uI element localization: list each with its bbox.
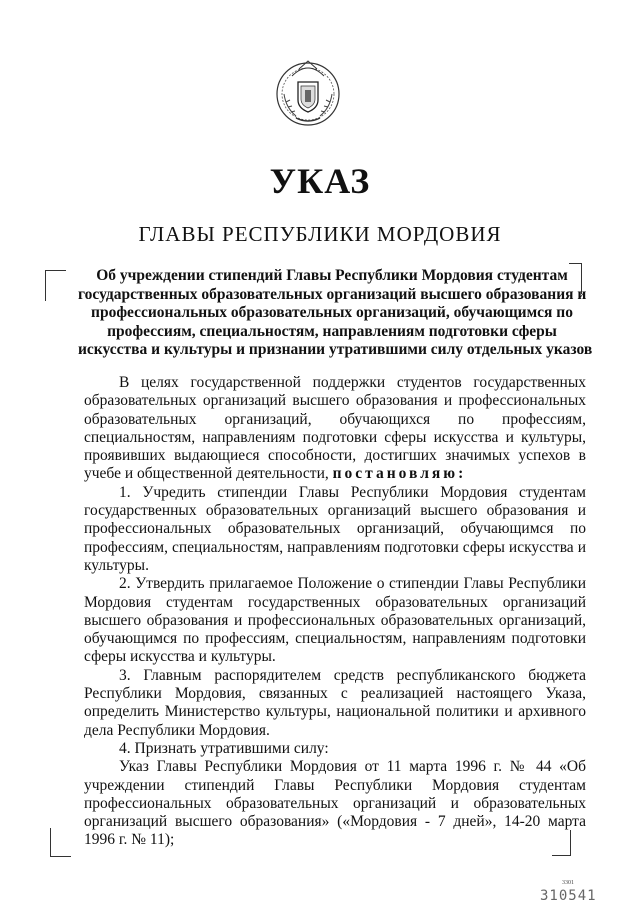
scan-mark-number: 310541 xyxy=(540,888,597,904)
heading-line: профессиональных образовательных организаций, обучающимся по xyxy=(91,304,573,321)
decree-body xyxy=(84,374,586,850)
heading-line: Об учреждении стипендий Главы Республики Мордовия студентам xyxy=(96,267,568,284)
decree-item-1: 1. Учредить стипендии Главы Республики Мордовия студентам государственных образовательных организаций высшего образования и профессиональных образовательных организаций, обучающимся по профессиям, специальностям, направлениям подготовки сферы искусства и культуры. xyxy=(84,483,586,574)
scan-mark-small: 3301 xyxy=(562,880,574,886)
coat-of-arms-emblem xyxy=(272,56,344,128)
decree-item-4: 4. Признать утратившими силу: xyxy=(119,739,329,757)
decree-item-2: 2. Утвердить прилагаемое Положение о стипендии Главы Республики Мордовия студентам государственных образовательных организаций высшего образования и профессиональных образовательных организаций, обучающимся по профессиям, специальностям, направлениям подготовки сферы искусства и культуры. xyxy=(84,575,586,666)
heading-line: профессиям, специальностям, направлениям подготовки сферы xyxy=(107,322,557,340)
corner-bracket-top-left xyxy=(45,270,66,301)
corner-bracket-bottom-left xyxy=(50,828,71,857)
decree-item-3: 3. Главным распорядителем средств республиканского бюджета Республики Мордовия, связанных с реализацией настоящего Указа, определить Министерство культуры, национальной политики и архивного дела Республики Мордовия. xyxy=(84,666,586,739)
preamble-text: В целях государственной поддержки студентов государственных образовательных организаций высшего образования и профессиональных образовательных организаций, обучающихся по профессиям, специальностям, направлениям подготовки сферы искусства и культуры, проявивших выдающиеся способности, достигших значимых успехов в учебе и общественной деятельности, xyxy=(84,374,586,483)
decree-heading xyxy=(78,267,593,360)
corner-bracket-bottom-right xyxy=(552,830,571,856)
heading-line: государственных образовательных организаций высшего образования и xyxy=(78,285,587,303)
repealed-decree: Указ Главы Республики Мордовия от 11 марта 1996 г. № 44 «Об учреждении стипендий Главы Республики Мордовия студентам профессиональных образовательных организаций и образовательных организаций высшего образования» («Мордовия - 7 дней», 14-20 марта 1996 г. № 11); xyxy=(84,758,586,849)
heading-line: искусства и культуры и признании утратившими силу отдельных указов xyxy=(78,341,593,358)
decree-word: постановляю: xyxy=(332,465,467,483)
preamble-paragraph xyxy=(84,374,586,484)
document-title: УКАЗ xyxy=(269,161,371,201)
document-subtitle: ГЛАВЫ РЕСПУБЛИКИ МОРДОВИЯ xyxy=(138,222,502,246)
